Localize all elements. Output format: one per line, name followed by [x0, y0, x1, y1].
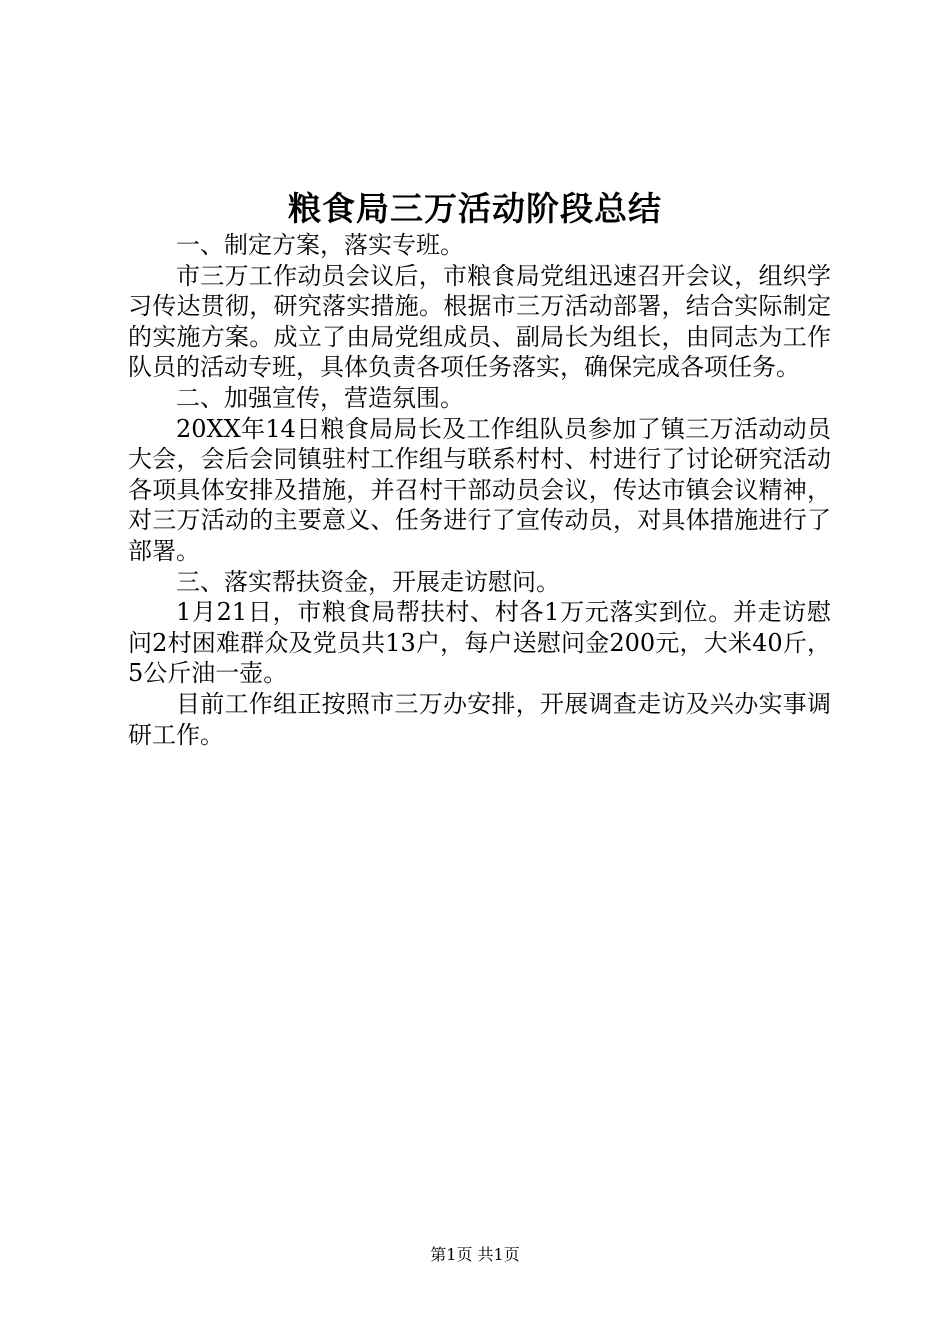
- page-footer: 第1页 共1页: [430, 1245, 520, 1264]
- section-heading-1: 一、制定方案，落实专班。: [176, 231, 464, 259]
- section-heading-2: 二、加强宣传，营造氛围。: [176, 383, 464, 412]
- document-body: [128, 230, 831, 750]
- body-paragraph-2: 20XX年14日粮食局局长及工作组队员参加了镇三万活动动员大会，会后会同镇驻村工作组与联系村村、村进行了讨论研究活动各项具体安排及措施，并召村干部动员会议，传达市镇会议精神，对三万活动的主要意义、任务进行了宣传动员，对具体措施进行了部署。: [128, 414, 831, 565]
- body-paragraph-1: 市三万工作动员会议后，市粮食局党组迅速召开会议，组织学习传达贯彻，研究落实措施。根据市三万活动部署，结合实际制定的实施方案。成立了由局党组成员、副局长为组长，由同志为工作队员的活动专班，具体负责各项任务落实，确保完成各项任务。: [128, 261, 831, 382]
- body-paragraph-4: 目前工作组正按照市三万办安排，开展调查走访及兴办实事调研工作。: [128, 689, 831, 749]
- document-title: 粮食局三万活动阶段总结: [288, 189, 662, 228]
- section-heading-3: 三、落实帮扶资金，开展走访慰问。: [176, 567, 560, 596]
- body-paragraph-3: 1月21日，市粮食局帮扶村、村各1万元落实到位。并走访慰问2村困难群众及党员共13户，每户送慰问金200元，大米40斤，5公斤油一壶。: [128, 598, 831, 688]
